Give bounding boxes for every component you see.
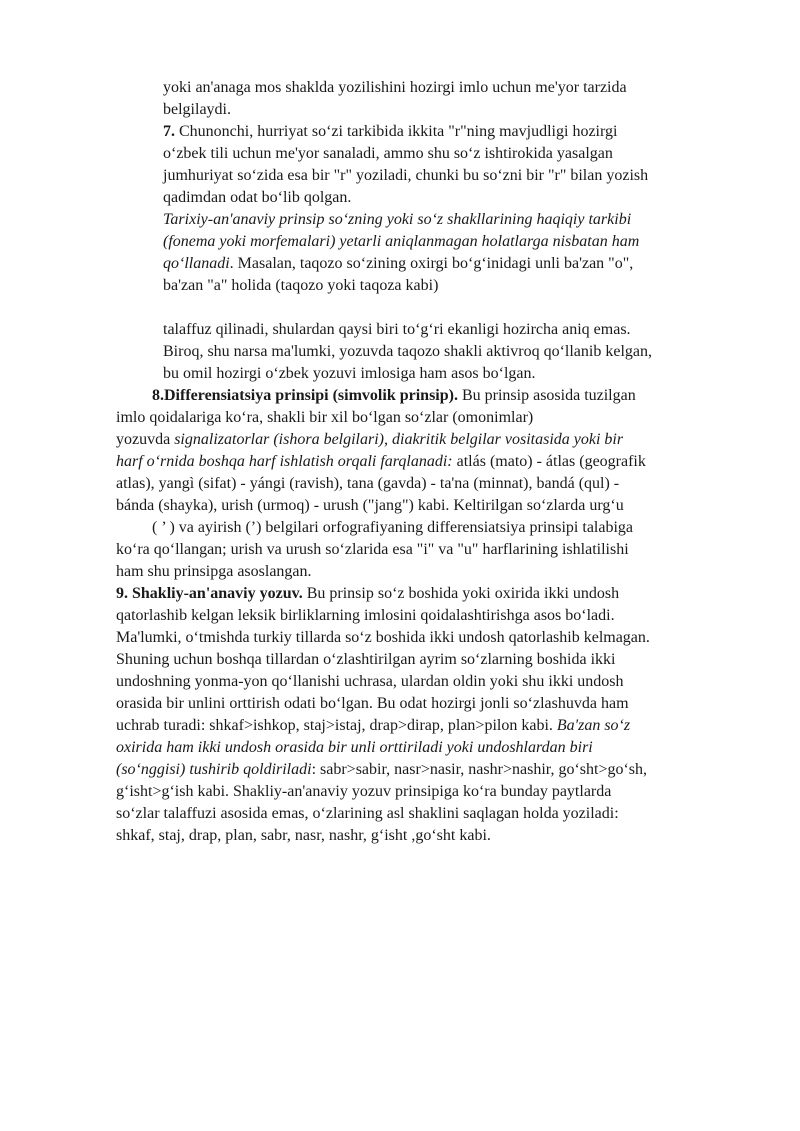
text-line: yoki an'anaga mos shaklda yozilishini hozirgi imlo uchun me'yor tarzida xyxy=(163,79,627,96)
text-line: Biroq, shu narsa ma'lumki, yozuvda taqozo shakli aktivroq qo‘llanib kelgan, xyxy=(163,343,652,360)
text-line: orasida bir unlini orttirish odati bo‘lgan. Bu odat hozirgi jonli so‘zlashuvda ham xyxy=(116,695,629,712)
mixed-line xyxy=(116,759,647,781)
text-line: Ma'lumki, o‘tmishda turkiy tillarda so‘z boshida ikki undosh qatorlashib kelmagan. xyxy=(116,629,650,646)
text-span: Chunonchi, hurriyat so‘zi tarkibida ikkita "r"ning mavjudligi hozirgi xyxy=(175,123,618,140)
text-line: bánda (shayka), urish (urmoq) - urush ("jang") kabi. Keltirilgan so‘zlarda urg‘u xyxy=(116,497,624,514)
text-line: qadimdan odat bo‘lib qolgan. xyxy=(163,189,352,206)
text-line: o‘zbek tili uchun me'yor sanaladi, ammo shu so‘z ishtirokida yasalgan xyxy=(163,145,613,162)
italic-span: qo‘llanadi xyxy=(163,255,230,272)
text-line: ham shu prinsipga asoslangan. xyxy=(116,563,312,580)
text-span: atlás (mato) - átlas (geografik xyxy=(452,453,646,470)
italic-span: Ba'zan so‘z xyxy=(556,717,631,734)
italic-line: (fonema yoki morfemalari) yetarli aniqlanmagan holatlarga nisbatan ham xyxy=(163,233,640,250)
text-line: ba'zan "a" holida (taqozo yoki taqoza kabi) xyxy=(163,277,439,294)
paragraph-7-line xyxy=(163,121,617,143)
italic-line: oxirida ham ikki undosh orasida bir unli orttiriladi yoki undoshlardan biri xyxy=(116,739,593,756)
italic-span: (so‘nggisi) tushirib qoldiriladi xyxy=(116,761,312,778)
text-span: : sabr>sabir, nasr>nasir, nashr>nashir, go‘sht>go‘sh, xyxy=(311,761,648,778)
mixed-line xyxy=(116,715,630,737)
text-span: Bu prinsip asosida tuzilgan xyxy=(457,387,636,404)
mixed-line xyxy=(116,429,623,451)
text-line: bu omil hozirgi o‘zbek yozuvi imlosiga ham asos bo‘lgan. xyxy=(163,365,536,382)
text-line: atlas), yangì (sifat) - yángi (ravish), tana (gavda) - ta'na (minnat), bandá (qul) - xyxy=(116,475,620,492)
text-span: yozuvda xyxy=(116,431,175,448)
text-line: undoshning yonma-yon qo‘llanishi uchrasa, ulardan oldin yoki shu ikki undosh xyxy=(116,673,624,690)
text-line: ko‘ra qo‘llangan; urish va urush so‘zlarida esa "i" va "u" harflarining ishlatilishi xyxy=(116,541,629,558)
mixed-line xyxy=(163,253,633,275)
paragraph-number: 7. xyxy=(163,123,175,140)
text-line: shkaf, staj, drap, plan, sabr, nasr, nashr, g‘isht ,go‘sht kabi. xyxy=(116,827,491,844)
italic-span: signalizatorlar (ishora belgilari), diakritik belgilar vositasida yoki bir xyxy=(174,431,624,448)
italic-span: harf o‘rnida boshqa harf ishlatish orqali farqlanadi: xyxy=(116,453,453,470)
text-span: Bu prinsip so‘z boshida yoki oxirida ikki undosh xyxy=(302,585,620,602)
section-8-heading-line xyxy=(152,385,636,407)
text-line: ( ’ ) va ayirish (’) belgilari orfografiyaning differensiatsiya prinsipi talabiga xyxy=(152,519,634,536)
text-span: . Masalan, taqozo so‘zining oxirgi bo‘g‘inidagi unli ba'zan "o", xyxy=(229,255,634,272)
text-line: jumhuriyat so‘zida esa bir "r" yoziladi, chunki bu so‘zni bir "r" bilan yozish xyxy=(163,167,649,184)
text-line: qatorlashib kelgan leksik birliklarning imlosini qoidalashtirishga asos bo‘ladi. xyxy=(116,607,615,624)
section-heading: 8.Differensiatsiya prinsipi (simvolik prinsip). xyxy=(152,387,458,404)
text-line: g‘isht>g‘ish kabi. Shakliy-an'anaviy yozuv prinsipiga ko‘ra bunday paytlarda xyxy=(116,783,612,800)
section-heading: 9. Shakliy-an'anaviy yozuv. xyxy=(116,585,303,602)
text-line: imlo qoidalariga ko‘ra, shakli bir xil bo‘lgan so‘zlar (omonimlar) xyxy=(116,409,534,426)
text-span: uchrab turadi: shkaf>ishkop, staj>istaj, drap>dirap, plan>pilon kabi. xyxy=(116,717,557,734)
text-line: belgilaydi. xyxy=(163,101,231,118)
text-line: so‘zlar talaffuzi asosida emas, o‘zlarining asl shaklini saqlagan holda yoziladi: xyxy=(116,805,619,822)
italic-line: Tarixiy-an'anaviy prinsip so‘zning yoki so‘z shakllarining haqiqiy tarkibi xyxy=(163,211,632,228)
mixed-line xyxy=(116,451,646,473)
text-line: Shuning uchun boshqa tillardan o‘zlashtirilgan ayrim so‘zlarning boshida ikki xyxy=(116,651,616,668)
text-line: talaffuz qilinadi, shulardan qaysi biri to‘g‘ri ekanligi hozircha aniq emas. xyxy=(163,321,631,338)
section-9-heading-line xyxy=(116,583,619,605)
